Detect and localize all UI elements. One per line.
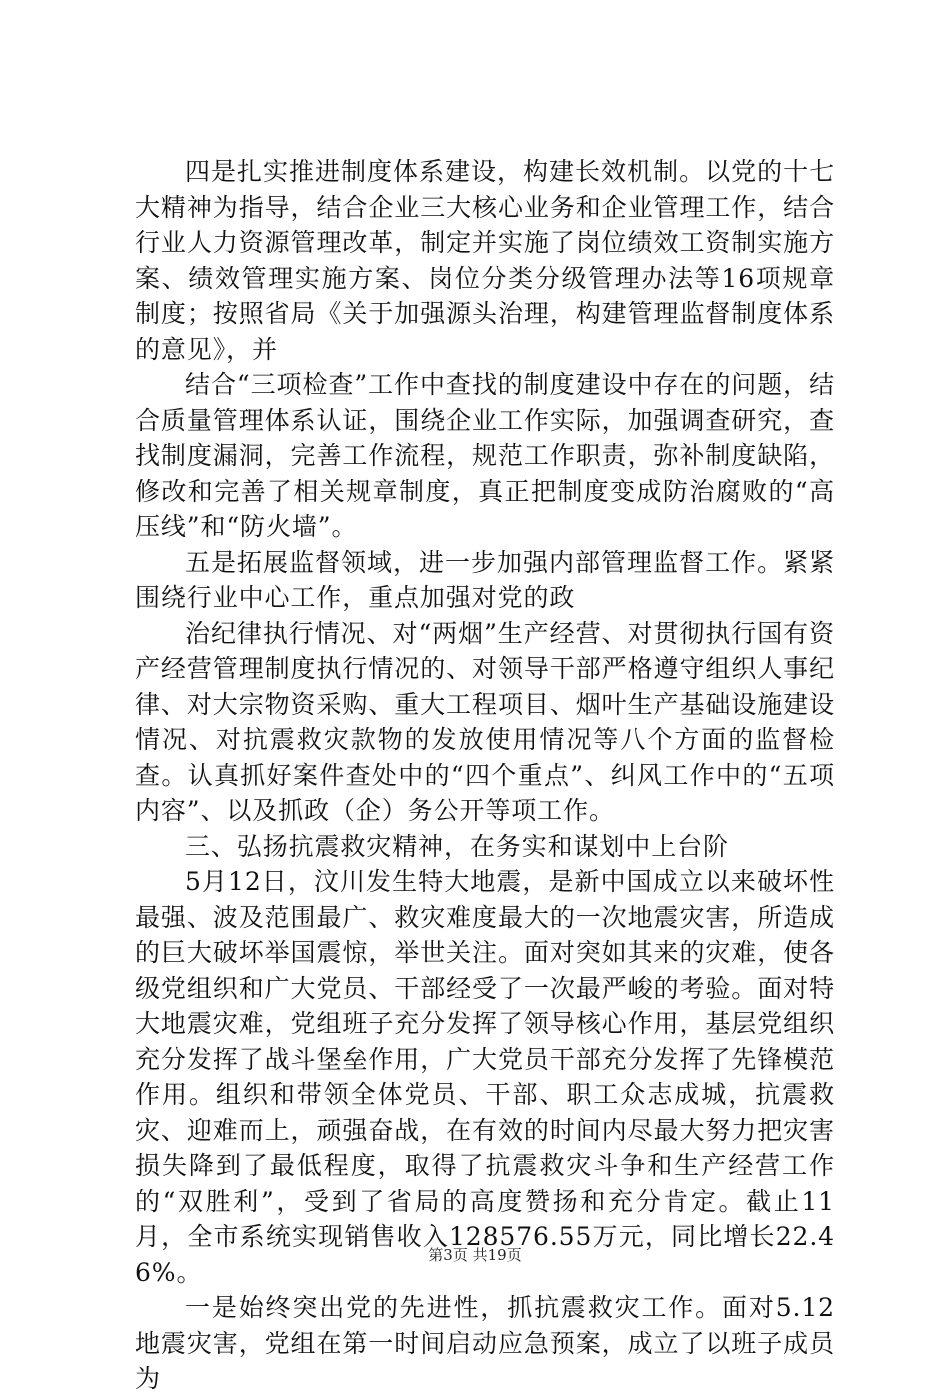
section-heading: 三、弘扬抗震救灾精神，在务实和谋划中上台阶 — [185, 831, 729, 861]
paragraph-2: 结合“三项检查”工作中查找的制度建设中存在的问题，结合质量管理体系认证，围绕企业工作实际，加强调查研究，查找制度漏洞，完善工作流程，规范工作职责，弥补制度缺陷，修改和完善了相关规章制度，真正把制度变成防治腐败的“高压线”和“防火墙”。 — [135, 370, 835, 541]
paragraph-5: 5月12日，汶川发生特大地震，是新中国成立以来破坏性最强、波及范围最广、救灾难度最大的一次地震灾害，所造成的巨大破坏举国震惊，举世关注。面对突如其来的灾难，使各级党组织和广大党员、干部经受了一次最严峻的考验。面对特大地震灾难，党组班子充分发挥了领导核心作用，基层党组织充分发挥了战斗堡垒作用，广大党员干部充分发挥了先锋模范作用。组织和带领全体党员、干部、职工众志成城，抗震救灾、迎难而上，顽强奋战，在有效的时间内尽最大努力把灾害损失降到了最低程度，取得了抗震救灾斗争和生产经营工作的“双胜利”，受到了省局的高度赞扬和充分肯定。截止11月，全市系统实现销售收入128576.55万元，同比增长22.46%。 — [135, 867, 835, 1287]
paragraph-3: 五是拓展监督领域，进一步加强内部管理监督工作。紧紧围绕行业中心工作，重点加强对党的政 — [135, 547, 835, 612]
document-body — [135, 154, 835, 1397]
page-number-footer: 第3页 共19页 — [428, 1246, 522, 1264]
paragraph-4: 治纪律执行情况、对“两烟”生产经营、对贯彻执行国有资产经营管理制度执行情况的、对领导干部严格遵守组织人事纪律、对大宗物资采购、重大工程项目、烟叶生产基础设施建设情况、对抗震救灾款物的发放使用情况等八个方面的监督检查。认真抓好案件查处中的“四个重点”、纠风工作中的“五项内容”、以及抓政（企）务公开等项工作。 — [135, 618, 835, 825]
paragraph-1: 四是扎实推进制度体系建设，构建长效机制。以党的十七大精神为指导，结合企业三大核心业务和企业管理工作，结合行业人力资源管理改革，制定并实施了岗位绩效工资制实施方案、绩效管理实施方案、岗位分类分级管理办法等16项规章制度；按照省局《关于加强源头治理，构建管理监督制度体系的意见》，并 — [135, 157, 835, 364]
paragraph-6: 一是始终突出党的先进性，抓抗震救灾工作。面对5.12地震灾害，党组在第一时间启动应急预案，成立了以班子成员为 — [135, 1293, 835, 1393]
